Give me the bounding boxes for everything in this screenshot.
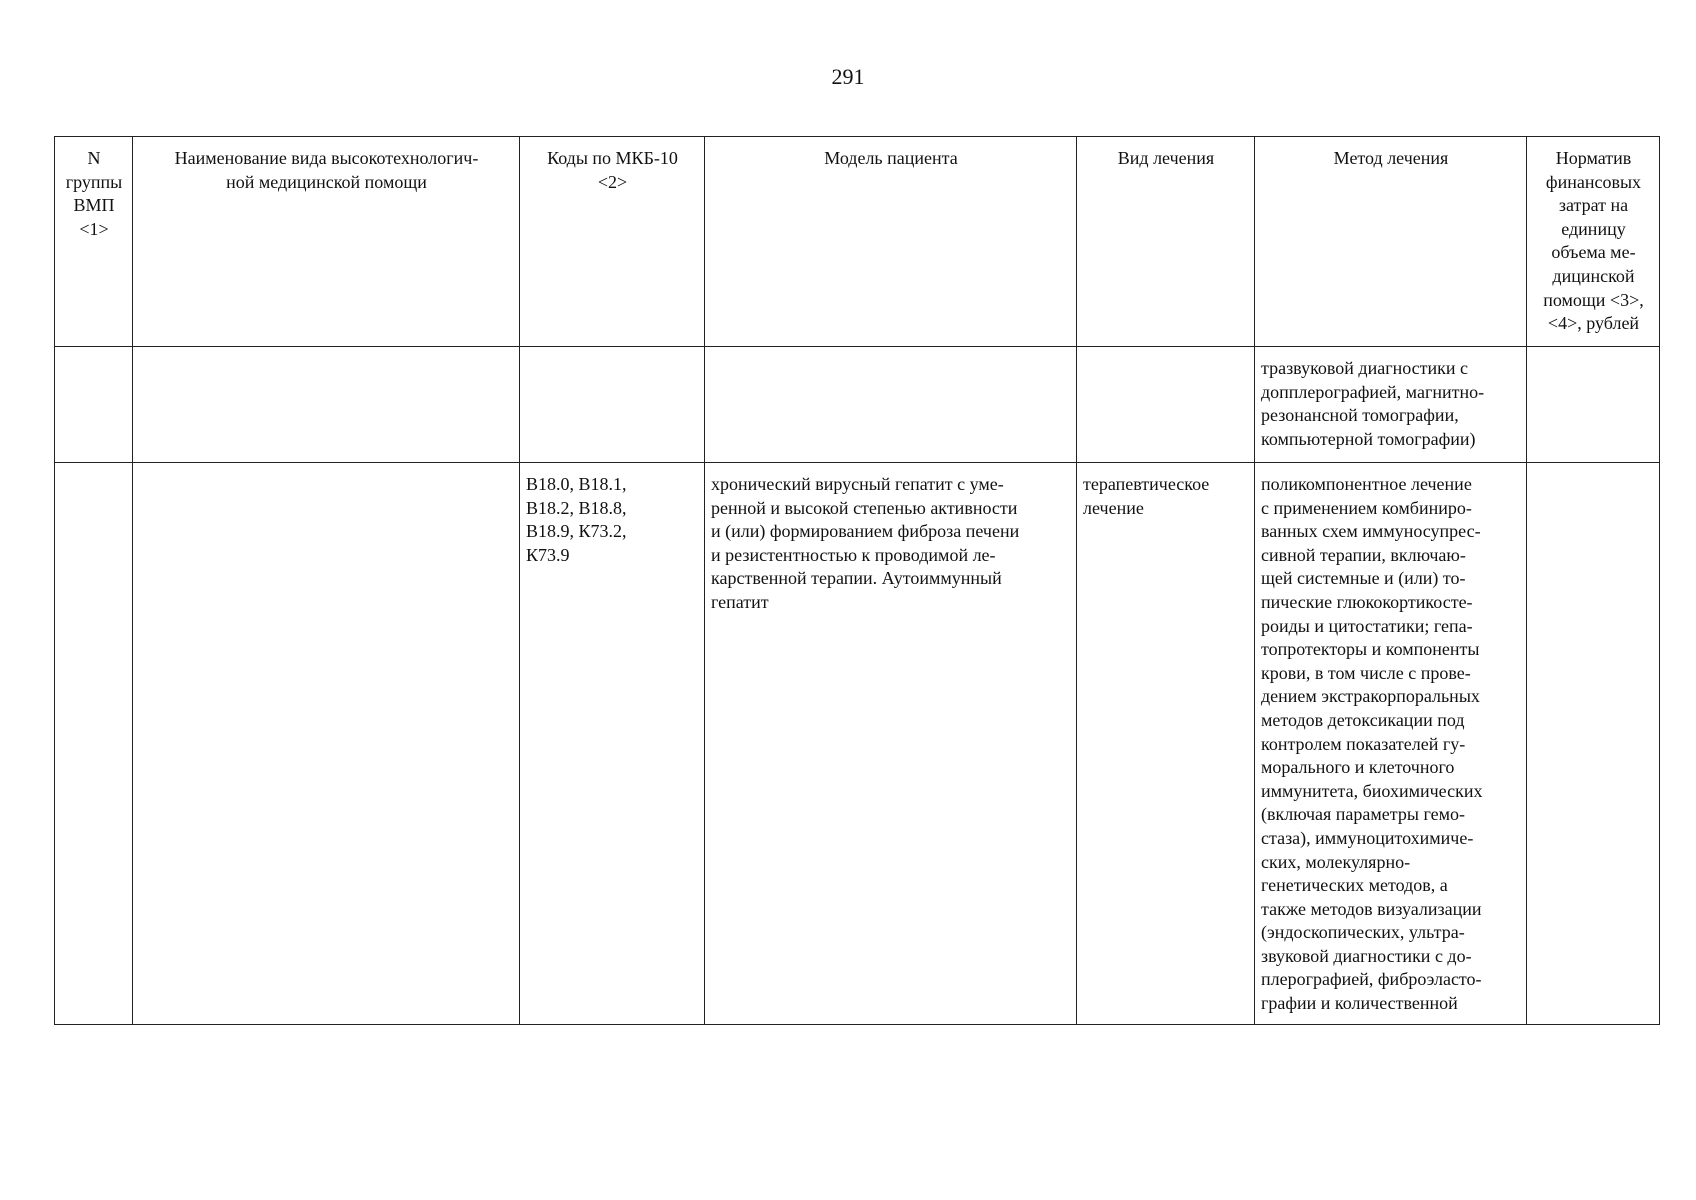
header-icd10-codes: Коды по МКБ-10 <2>	[520, 137, 705, 347]
header-treatment-type: Вид лечения	[1077, 137, 1255, 347]
header-group-number: N группы ВМП <1>	[55, 137, 133, 347]
table-row	[55, 347, 1660, 463]
table-row	[55, 463, 1660, 1025]
page-number: 291	[831, 64, 865, 89]
header-cost-standard: Норматив финансовых затрат на единицу объема ме- дицинской помощи <3>, <4>, рублей	[1527, 137, 1660, 347]
header-care-type-name: Наименование вида высокотехнологич- ной медицинской помощи	[133, 137, 520, 347]
cell-care-type-name	[133, 463, 520, 1025]
vmp-table	[54, 136, 1660, 1025]
cell-patient-model	[705, 347, 1077, 463]
cell-treatment-type: терапевтическое лечение	[1077, 463, 1255, 1025]
header-patient-model: Модель пациента	[705, 137, 1077, 347]
cell-care-type-name	[133, 347, 520, 463]
table-header-row	[55, 137, 1660, 347]
cell-group-number	[55, 347, 133, 463]
cell-icd10-codes: В18.0, В18.1, В18.2, В18.8, В18.9, К73.2, К73.9	[520, 463, 705, 1025]
cell-treatment-method: поликомпонентное лечение с применением комбиниро- ванных схем иммуносупрес- сивной терапии, включаю- щей системные и (или) то- пические глюкокортикосте- роиды и цитостатики; гепа- топротекторы и компоненты крови, в том числе с прове- дением экстракорпоральных методов детоксикации под контролем показателей гу- морального и клеточного иммунитета, биохимических (включая параметры гемо- стаза), иммуноцитохимиче- ских, молекулярно- генетических методов, а также методов визуализации (эндоскопических, ультра- звуковой диагностики с до- плерографией, фиброэласто- графии и количественной	[1255, 463, 1527, 1025]
header-treatment-method: Метод лечения	[1255, 137, 1527, 347]
cell-group-number	[55, 463, 133, 1025]
cell-patient-model: хронический вирусный гепатит с уме- ренной и высокой степенью активности и (или) формированием фиброза печени и резистентностью к проводимой ле- карственной терапии. Аутоиммунный гепатит	[705, 463, 1077, 1025]
cell-cost-standard	[1527, 347, 1660, 463]
cell-cost-standard	[1527, 463, 1660, 1025]
cell-icd10-codes	[520, 347, 705, 463]
cell-treatment-type	[1077, 347, 1255, 463]
cell-treatment-method: тразвуковой диагностики с допплерографией, магнитно- резонансной томографии, компьютерной томографии)	[1255, 347, 1527, 463]
